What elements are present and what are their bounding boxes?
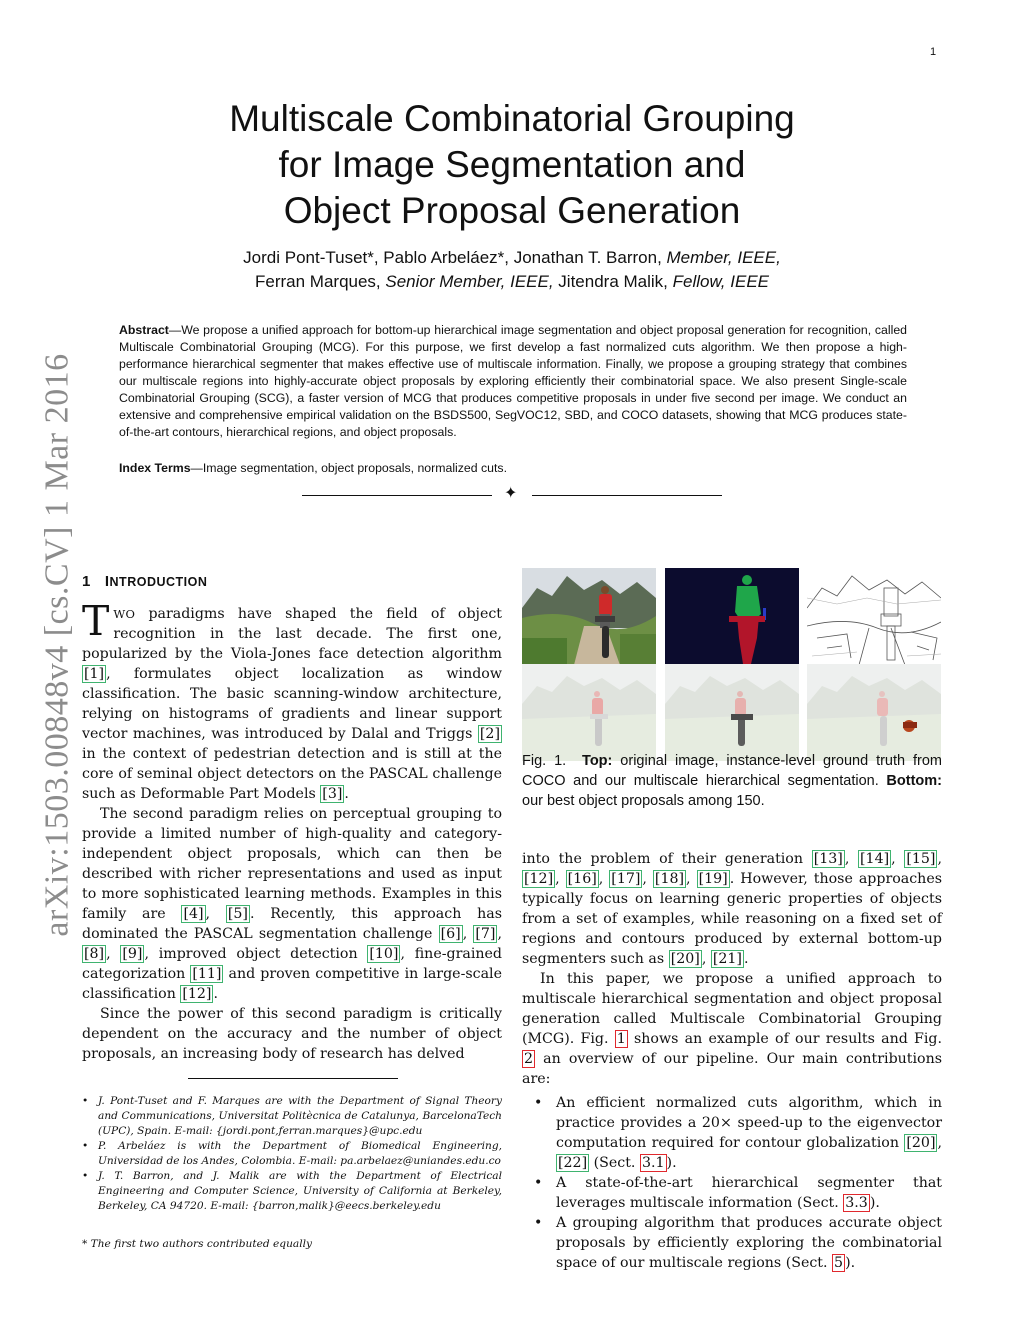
footnotes bbox=[82, 1094, 502, 1214]
abstract-text: —We propose a unified approach for bottom-up hierarchical image segmentation and object proposal generation for recognition, called Multiscale Combinatorial Grouping (MCG). For this purpose, we first develop a fast normalized cuts algorithm. We then propose a high-performance hierarchical segmenter that makes effective use of multiscale information. Finally, we propose a grouping strategy that combines our multiscale regions into highly-accurate object proposals by exploring efficiently their combinatorial space. We also present Single-scale Combinatorial Grouping (SCG), a faster version of MCG that produces competitive proposals in under five second per image. We conduct an extensive and comprehensive empirical validation on the BSDS500, SegVOC12, SBD, and COCO datasets, showing that MCG produces state-of-the-art contours, hierarchical regions, and object proposals. bbox=[119, 323, 907, 439]
section-link[interactable]: 5 bbox=[834, 1255, 844, 1271]
citation-link[interactable]: [9] bbox=[122, 946, 143, 962]
arxiv-stamp bbox=[38, 355, 78, 935]
section-number: 1 bbox=[82, 573, 91, 590]
dropcap: T bbox=[82, 597, 110, 645]
list-item-text: A state-of-the-art hierarchical segmenter that leverages multiscale information (Sect. bbox=[556, 1175, 942, 1211]
citation-link[interactable]: [4] bbox=[183, 906, 204, 922]
footnote-item bbox=[82, 1169, 502, 1214]
separator-line-left bbox=[302, 495, 492, 496]
bullet-icon: • bbox=[82, 1095, 89, 1107]
footnote-text: P. Arbeláez is with the Department of Biomedical Engineering, Universidad de los Andes, Colombia. E-mail: pa.arbelaez@uniandes.edu.co bbox=[98, 1140, 502, 1167]
bullet-icon: • bbox=[82, 1140, 89, 1152]
separator-diamond-icon: ✦ bbox=[504, 485, 518, 502]
separator-text: , bbox=[497, 926, 502, 942]
list-item-text: ). bbox=[869, 1195, 880, 1211]
paragraph-text: in the context of pedestrian detection and is still at the core of seminal object detectors on the PASCAL challenge such as Deformable Part Models bbox=[82, 746, 502, 802]
paragraph-text: and proven competitive in large-scale classification bbox=[82, 966, 502, 1002]
caption-top-label: Top: bbox=[582, 753, 613, 769]
citation-link[interactable]: [18] bbox=[654, 871, 685, 887]
paragraph-text: The second paradigm relies on perceptual grouping to provide a limited number of high-quality and category-independent object proposals, which can then be described with richer representations and used as input to more sophisticated learning methods. Examples in this family are bbox=[82, 806, 502, 922]
paragraph-text: . bbox=[213, 986, 218, 1002]
citation-link[interactable]: [8] bbox=[84, 946, 105, 962]
citation-link[interactable]: [22] bbox=[558, 1155, 588, 1171]
citation-link[interactable]: [16] bbox=[567, 871, 597, 887]
separator-text: , bbox=[555, 871, 566, 887]
author-role: Fellow, IEEE bbox=[672, 272, 769, 291]
paragraph-text: into the problem of their generation bbox=[522, 851, 812, 867]
figure-ground-truth bbox=[665, 568, 799, 665]
separator-text: , bbox=[205, 906, 226, 922]
dropcap-smallcaps: WO bbox=[113, 607, 136, 621]
list-item bbox=[522, 1093, 942, 1173]
list-item-text: An efficient normalized cuts algorithm, which in practice provides a 20× speed-up to the eigenvector computation required for contour globalization bbox=[556, 1095, 942, 1151]
citation-link[interactable]: [12] bbox=[182, 986, 212, 1002]
index-terms-label: Index Terms bbox=[119, 461, 191, 475]
left-column bbox=[82, 597, 502, 1064]
figure-hierarchical-segmentation bbox=[807, 568, 941, 665]
citation-link[interactable]: [19] bbox=[698, 871, 728, 887]
list-item-text: (Sect. bbox=[589, 1155, 640, 1171]
citation-link[interactable]: [10] bbox=[369, 946, 399, 962]
section-heading bbox=[82, 573, 207, 590]
list-item bbox=[522, 1213, 942, 1273]
paragraph-text: , formulates object localization as window classification. The basic scanning-window architecture, relying on histograms of gradients and linear support vector machines, was introduced by Dalal and Triggs bbox=[82, 666, 502, 742]
separator-text: , bbox=[642, 871, 653, 887]
separator-text: , bbox=[844, 851, 859, 867]
abstract bbox=[119, 322, 907, 441]
footnote-text: J. Pont-Tuset and F. Marques are with the Department of Signal Theory and Communications, Universitat Politècnica de Catalunya, BarcelonaTech (UPC), Spain. E-mail: {jordi.pont,ferran.marques}@upc.edu bbox=[98, 1095, 502, 1137]
separator-text: , bbox=[937, 851, 942, 867]
paragraph-text: paradigms have shaped the field of object recognition in the last decade. The first one, popularized by the Viola-Jones face detection algorithm bbox=[82, 606, 502, 662]
separator-text: , bbox=[701, 951, 711, 967]
figure-original-image bbox=[522, 568, 656, 665]
index-terms bbox=[119, 461, 907, 475]
figure-proposal-1 bbox=[522, 664, 656, 761]
intro-paragraph-1 bbox=[82, 597, 502, 804]
right-paragraph-2 bbox=[522, 969, 942, 1089]
separator-text: , bbox=[937, 1135, 942, 1151]
citation-link[interactable]: [1] bbox=[84, 666, 105, 682]
citation-link[interactable]: [20] bbox=[670, 951, 700, 967]
contributions-list bbox=[522, 1093, 942, 1273]
citation-link[interactable]: [12] bbox=[524, 871, 554, 887]
separator-line-right bbox=[532, 495, 722, 496]
author-list bbox=[150, 246, 874, 294]
author-name: Jitendra Malik, bbox=[553, 272, 673, 291]
list-item bbox=[522, 1173, 942, 1213]
separator-text: , bbox=[891, 851, 905, 867]
title-line: Multiscale Combinatorial Grouping bbox=[229, 98, 795, 139]
list-item-text: ). bbox=[666, 1155, 677, 1171]
caption-bottom-label: Bottom: bbox=[886, 773, 942, 789]
footnote-item bbox=[82, 1139, 502, 1169]
section-link[interactable]: 3.1 bbox=[641, 1155, 665, 1171]
figure-proposal-2 bbox=[665, 664, 799, 761]
author-role: Senior Member, IEEE, bbox=[385, 272, 554, 291]
paper-title bbox=[150, 96, 874, 234]
section-title-initial: I bbox=[104, 573, 110, 590]
citation-link[interactable]: [3] bbox=[322, 786, 343, 802]
intro-paragraph-3: Since the power of this second paradigm is critically dependent on the accuracy and the number of object proposals, an increasing body of research has delved bbox=[82, 1006, 502, 1062]
separator-text: , bbox=[686, 871, 697, 887]
arxiv-stamp-text: arXiv:1503.00848v4 [cs.CV] 1 Mar 2016 bbox=[39, 353, 77, 937]
paragraph-text: . However, those approaches typically focus on learning generic properties of objects from a set of examples, while reasoning on a fixed set of regions and contours produced by external bottom-up segmenters such as bbox=[522, 871, 942, 967]
title-line: for Image Segmentation and bbox=[278, 144, 746, 185]
section-title-rest: NTRODUCTION bbox=[109, 575, 208, 589]
paragraph-text: In this paper, we propose a unified approach to multiscale hierarchical segmentation and object proposal generation called Multiscale Combinatorial Grouping (MCG). Fig. bbox=[522, 971, 942, 1047]
paragraph-text: . bbox=[344, 786, 349, 802]
citation-link[interactable]: [14] bbox=[860, 851, 890, 867]
citation-link[interactable]: [11] bbox=[192, 966, 222, 982]
footnote-item bbox=[82, 1094, 502, 1139]
section-link[interactable]: 3.3 bbox=[845, 1195, 868, 1211]
figure-caption bbox=[522, 751, 942, 811]
citation-link[interactable]: [15] bbox=[906, 851, 936, 867]
caption-text: our best object proposals among 150. bbox=[522, 793, 765, 809]
author-role: Member, IEEE, bbox=[666, 248, 781, 267]
title-line: Object Proposal Generation bbox=[283, 190, 741, 231]
author-name: Ferran Marques, bbox=[255, 272, 386, 291]
paragraph-text: . Recently, this approach has dominated the PASCAL segmentation challenge bbox=[82, 906, 502, 942]
list-item-text: ). bbox=[845, 1255, 856, 1271]
abstract-label: Abstract bbox=[119, 323, 169, 337]
paragraph-text: an overview of our pipeline. Our main contributions are: bbox=[522, 1051, 942, 1087]
separator-text: , bbox=[462, 926, 474, 942]
separator-text: , bbox=[598, 871, 610, 887]
paragraph-text: , fine-grained categorization bbox=[82, 946, 502, 982]
right-paragraph-1 bbox=[522, 849, 942, 969]
footnote-equal-contribution: * The first two authors contributed equally bbox=[82, 1238, 312, 1250]
figure-caption-label: Fig. 1. bbox=[522, 753, 567, 769]
paragraph-text: . bbox=[743, 951, 749, 967]
paragraph-text: shows an example of our results and Fig. bbox=[627, 1031, 942, 1047]
bullet-icon: • bbox=[534, 1215, 543, 1231]
citation-link[interactable]: [5] bbox=[227, 906, 248, 922]
figure-link[interactable]: 1 bbox=[616, 1031, 626, 1047]
citation-link[interactable]: [21] bbox=[712, 951, 742, 967]
right-column bbox=[522, 849, 942, 1273]
citation-link[interactable]: [6] bbox=[440, 926, 461, 942]
index-terms-text: —Image segmentation, object proposals, normalized cuts. bbox=[190, 461, 507, 475]
bullet-icon: • bbox=[82, 1170, 89, 1182]
separator-text: , bbox=[106, 946, 121, 962]
paragraph-text: , improved object detection bbox=[144, 946, 368, 962]
bullet-icon: • bbox=[534, 1095, 543, 1111]
caption-text: original image, instance-level ground truth from COCO and our multiscale hierarchical segmentation. bbox=[522, 753, 943, 789]
citation-link[interactable]: [20] bbox=[906, 1135, 936, 1151]
citation-link[interactable]: [13] bbox=[813, 851, 843, 867]
bullet-icon: • bbox=[534, 1175, 543, 1191]
intro-paragraph-2 bbox=[82, 804, 502, 1004]
page-number: 1 bbox=[930, 46, 937, 58]
title-block bbox=[150, 96, 874, 294]
figure-proposal-3 bbox=[807, 664, 941, 761]
citation-link[interactable]: [2] bbox=[479, 726, 500, 742]
citation-link[interactable]: [17] bbox=[611, 871, 641, 887]
list-item-text: A grouping algorithm that produces accurate object proposals by efficiently exploring the combinatorial space of our multiscale regions (Sect. bbox=[556, 1215, 942, 1271]
footnote-rule bbox=[188, 1078, 398, 1079]
citation-link[interactable]: [7] bbox=[475, 926, 496, 942]
author-names: Jordi Pont-Tuset*, Pablo Arbeláez*, Jonathan T. Barron, bbox=[243, 248, 667, 267]
figure-link[interactable]: 2 bbox=[524, 1051, 534, 1067]
footnote-text: J. T. Barron, and J. Malik are with the Department of Electrical Engineering and Computer Science, University of California at Berkeley, Berkeley, CA 94720. E-mail: {barron,malik}@eecs.berkeley.edu bbox=[98, 1170, 502, 1212]
